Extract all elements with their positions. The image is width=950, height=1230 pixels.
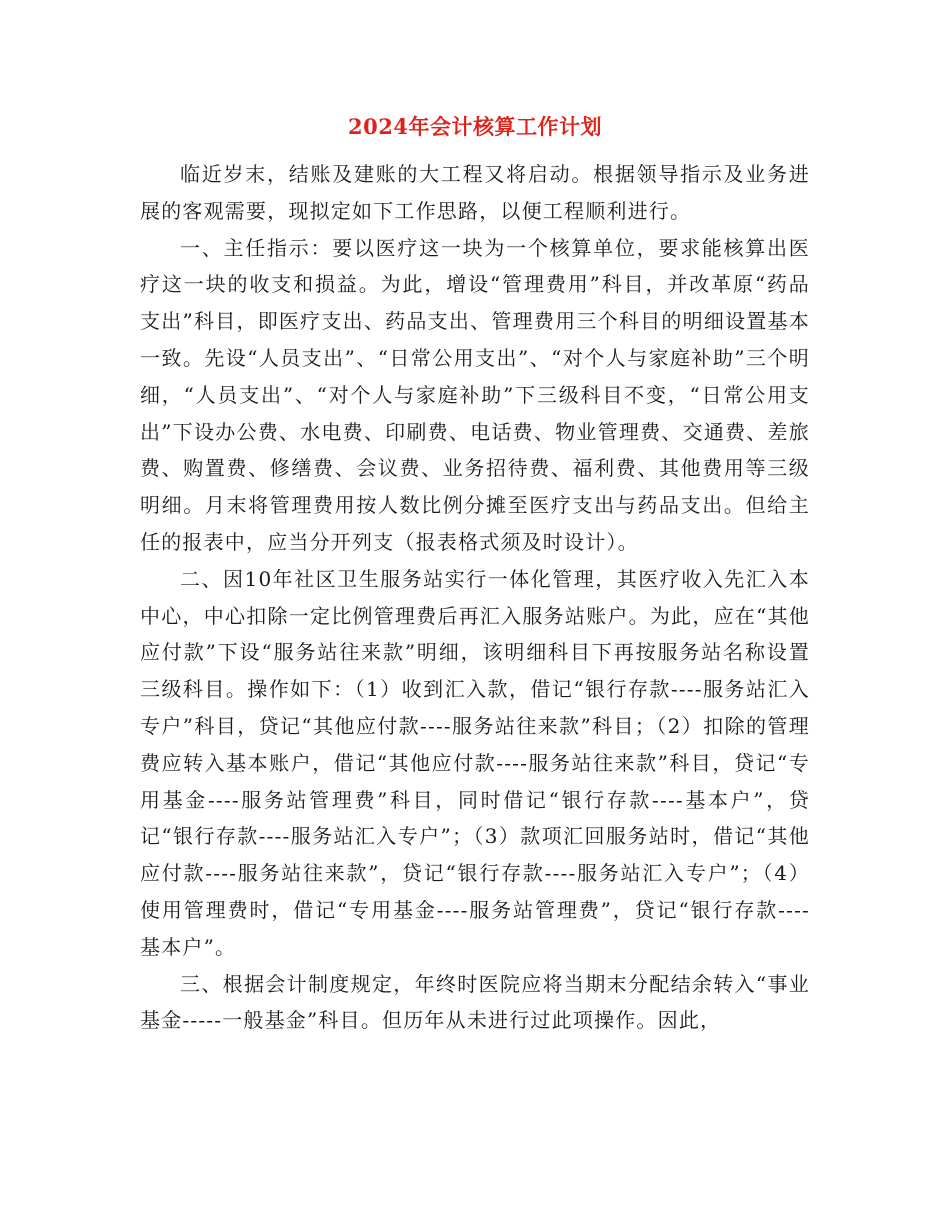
paragraph-section-1: 一、主任指示：要以医疗这一块为一个核算单位，要求能核算出医疗这一块的收支和损益。为此，增设“管理费用”科目，并改革原“药品支出”科目，即医疗支出、药品支出、管理费用三个科目的明细设置基本一致。先设“人员支出”、“日常公用支出”、“对个人与家庭补助”三个明细，“人员支出”、“对个人与家庭补助”下三级科目不变，“日常公用支出”下设办公费、水电费、印刷费、电话费、物业管理费、交通费、差旅费、购置费、修缮费、会议费、业务招待费、福利费、其他费用等三级明细。月末将管理费用按人数比例分摊至医疗支出与药品支出。但给主任的报表中，应当分开列支（报表格式须及时设计）。	[140, 235, 810, 554]
paragraph-intro: 临近岁末，结账及建账的大工程又将启动。根据领导指示及业务进展的客观需要，现拟定如下工作思路，以便工程顺利进行。	[140, 162, 810, 223]
paragraph-section-3: 三、根据会计制度规定，年终时医院应将当期末分配结余转入“事业基金-----一般基金”科目。但历年从未进行过此项操作。因此，	[140, 971, 810, 1033]
paragraph-section-2: 二、因10年社区卫生服务站实行一体化管理，其医疗收入先汇入本中心，中心扣除一定比例管理费后再汇入服务站账户。为此，应在“其他应付款”下设“服务站往来款”明细，该明细科目下再按服务站名称设置三级科目。操作如下：（1）收到汇入款，借记“银行存款----服务站汇入专户”科目，贷记“其他应付款----服务站往来款”科目；（2）扣除的管理费应转入基本账户，借记“其他应付款----服务站往来款”科目，贷记“专用基金----服务站管理费”科目，同时借记“银行存款----基本户”，贷记“银行存款----服务站汇入专户”；（3）款项汇回服务站时，借记“其他应付款----服务站往来款”，贷记“银行存款----服务站汇入专户”；（4）使用管理费时，借记“专用基金----服务站管理费”，贷记“银行存款----基本户”。	[140, 566, 810, 959]
document-title: 2024年会计核算工作计划	[348, 114, 602, 139]
